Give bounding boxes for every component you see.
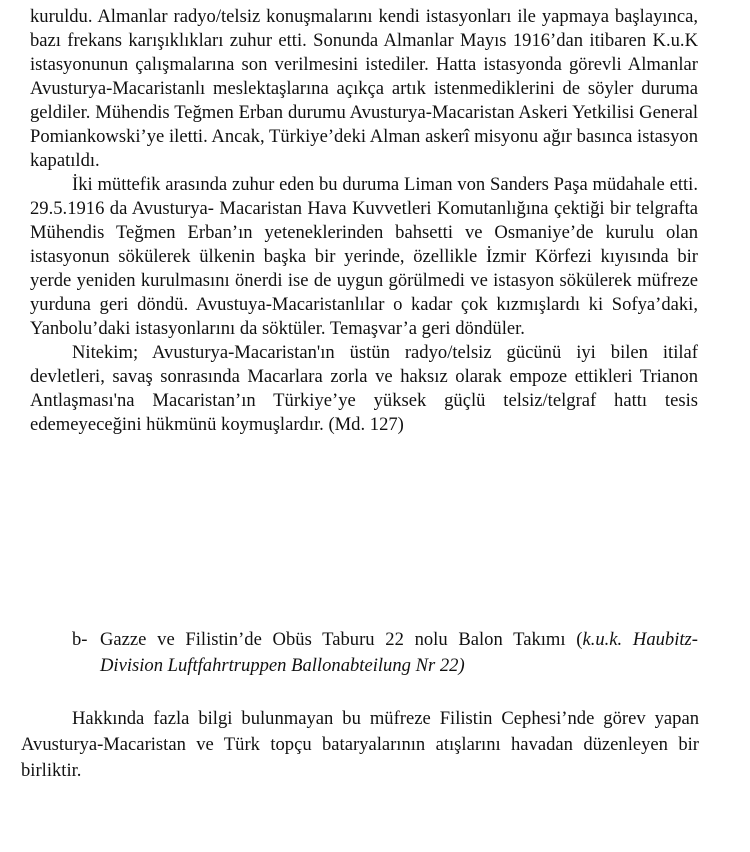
main-text-block (30, 5, 698, 437)
paragraph-trianon: Nitekim; Avusturya-Macaristan'ın üstün radyo/telsiz gücünü iyi bilen itilaf devletleri, savaş sonrasında Macarlara zorla ve haksız olarak empoze ettikleri Trianon Antlaşması'na Macaristan’ın Türkiye’ye yüksek güçlü telsiz/telgraf hattı tesis edemeyeceğini hükmünü koymuşlardır. (Md. 127) (30, 342, 698, 435)
section-title-italic: k.u.k. Haubitz-Division Luftfahrtruppen Ballonabteilung Nr 22) (100, 629, 698, 676)
paragraph-liman-von-sanders: İki müttefik arasında zuhur eden bu duruma Liman von Sanders Paşa müdahale etti. 29.5.1916 da Avusturya- Macaristan Hava Kuvvetleri Komutanlığına çektiği bir telgrafta Mühendis Teğmen Erban’ın yeteneklerinden bahsetti ve Osmaniye’de kurulu olan istasyonun sökülerek ülkenin başka bir yerinde, özellikle İzmir Körfezi kıyısında bir yerde yeniden kurulmasını önerdi ise de uygun görülmedi ve istasyon sökülerek müfreze yurduna geri döndü. Avustuya-Macaristanlılar o kadar çok kızmışlardı ki Sofya’daki, Yanbolu’daki istasyonlarını da söktüler. Temaşvar’a geri döndüler. (30, 174, 698, 339)
section-body-block (21, 706, 699, 784)
section-body-paragraph: Hakkında fazla bilgi bulunmayan bu müfreze Filistin Cephesi’nde görev yapan Avusturya-Macaristan ve Türk topçu bataryalarının atışlarını havadan düzenleyen bir birliktir. (21, 708, 699, 781)
section-title-plain: Gazze ve Filistin’de Obüs Taburu 22 nolu Balon Takımı ( (100, 629, 583, 650)
section-heading (72, 627, 698, 679)
section-title (100, 627, 698, 679)
section-marker: b- (72, 629, 88, 650)
paragraph-continuation: kuruldu. Almanlar radyo/telsiz konuşmalarını kendi istasyonları ile yapmaya başlayınca, bazı frekans karışıklıkları zuhur etti. Sonunda Almanlar Mayıs 1916’dan itibaren K.u.K istasyonunun çalışmalarına son verilmesini istediler. Hatta istasyonda görevli Almanlar Avusturya-Macaristanlı meslektaşlarına açıkça artık istenmediklerini de söyler duruma geldiler. Mühendis Teğmen Erban durumu Avusturya-Macaristan Askeri Yetkilisi General Pomiankowski’ye iletti. Ancak, Türkiye’deki Alman askerî misyonu ağır basınca istasyon kapatıldı. (30, 6, 698, 171)
